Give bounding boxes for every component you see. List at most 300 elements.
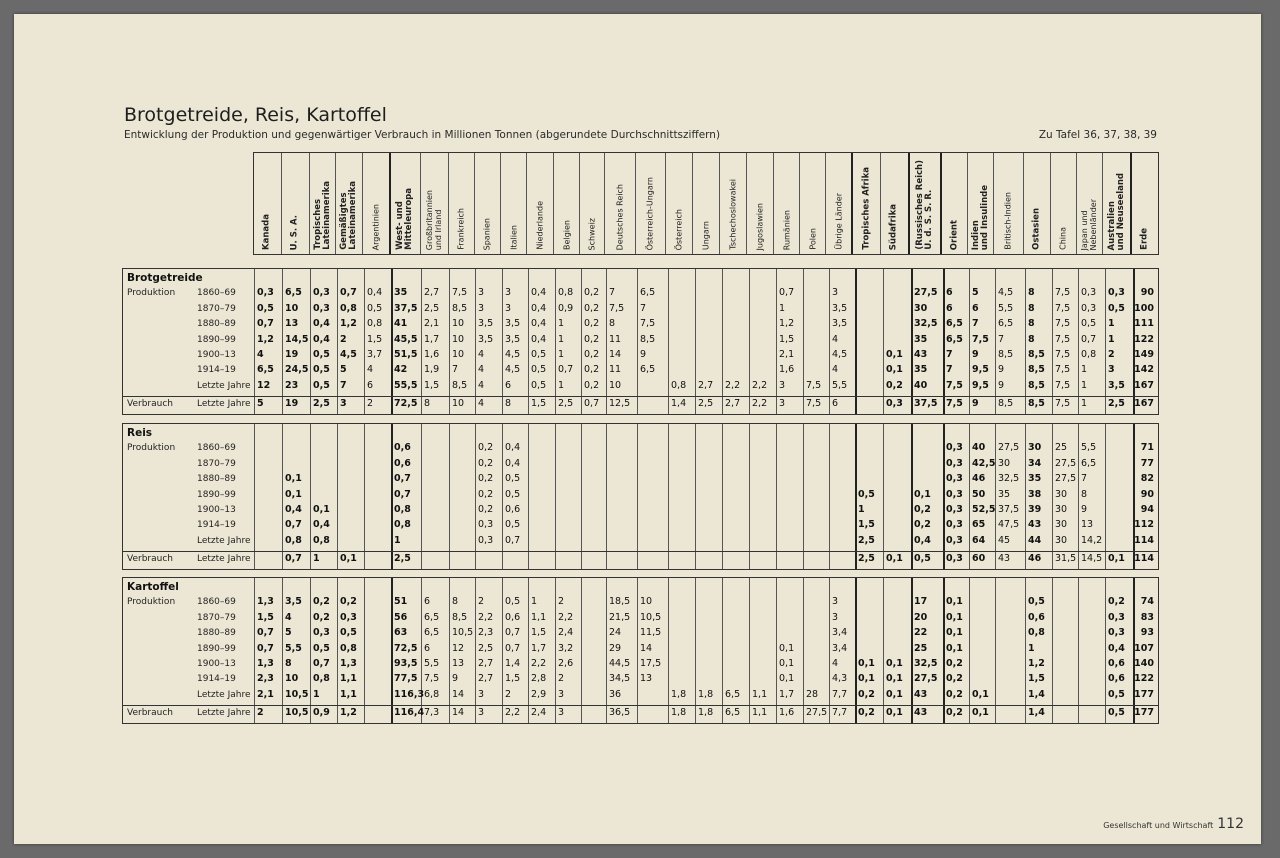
table-cell: 0,4	[313, 519, 330, 531]
table-cell: 5,5	[832, 379, 848, 391]
column-rule	[555, 578, 556, 723]
table-cell: 7,5	[1055, 398, 1071, 410]
period-label: Letzte Jahre	[197, 399, 251, 410]
table-cell: 14,5	[285, 333, 309, 345]
column-rule	[911, 578, 913, 723]
column-header	[774, 153, 801, 254]
table-cell: 1	[779, 302, 786, 314]
table-cell: 1,1	[340, 688, 357, 700]
column-header-label: Italien	[509, 225, 519, 250]
table-cell: 1	[313, 553, 320, 565]
column-header-label: Orient	[949, 219, 960, 250]
table-cell: 1	[558, 379, 565, 391]
table-cell: 0,1	[946, 627, 963, 639]
table-cell: 0,5	[313, 642, 330, 654]
column-header-label: Kanada	[261, 214, 272, 250]
column-rule	[606, 269, 607, 414]
table-cell: 2	[558, 596, 565, 608]
column-header	[336, 153, 363, 254]
column-rule	[254, 578, 255, 723]
table-cell: 3	[1108, 364, 1115, 376]
table-cell: 0,2	[858, 707, 875, 719]
table-cell: 7	[609, 287, 616, 299]
group-title: Reis	[127, 427, 153, 439]
table-cell: 0,1	[972, 688, 989, 700]
table-cell: 34,5	[609, 673, 631, 685]
table-cell: 25	[914, 642, 928, 654]
table-cell: 6,5	[1081, 457, 1097, 469]
table-cell: 7,5	[640, 318, 656, 330]
table-cell: 10	[452, 318, 465, 330]
table-cell: 10,5	[640, 611, 662, 623]
table-cell: 0,5	[313, 349, 330, 360]
table-cell: 41	[394, 318, 408, 330]
table-cell: 0,4	[531, 302, 547, 314]
table-cell: 13	[640, 673, 653, 685]
column-rule	[1105, 424, 1106, 569]
period-label: Letzte Jahre	[197, 380, 251, 391]
table-cell: 1,4	[505, 658, 521, 669]
table-cell: 2,5	[858, 534, 875, 546]
column-rule	[855, 578, 857, 723]
table-cell: 6,5	[257, 364, 274, 376]
column-rule	[637, 269, 638, 414]
table-cell: 0,1	[886, 688, 903, 700]
table-cell: 0,2	[1108, 596, 1125, 608]
column-rule	[282, 269, 283, 414]
column-rule	[637, 578, 638, 723]
table-cell: 0,5	[531, 379, 547, 391]
column-rule	[310, 424, 311, 569]
table-cell: 1,5	[1028, 673, 1045, 685]
period-label: 1860–69	[197, 597, 236, 608]
group-title: Kartoffel	[127, 581, 179, 593]
table-cell: 27,5	[998, 442, 1020, 454]
consumption-separator	[123, 551, 1158, 552]
table-cell: 0,4	[531, 333, 547, 345]
table-cell: 0,3	[1081, 302, 1097, 314]
column-header-row	[253, 152, 1159, 255]
table-cell: 1,6	[779, 364, 795, 376]
table-cell: 0,5	[1108, 688, 1125, 700]
column-header	[800, 153, 826, 254]
table-cell: 37,5	[998, 504, 1020, 515]
table-cell: 7,5	[1055, 364, 1071, 376]
table-cell: 45,5	[394, 333, 418, 345]
period-label: 1890–99	[197, 489, 236, 500]
table-cell: 6,8	[424, 688, 440, 700]
table-cell: 6,5	[946, 318, 963, 330]
table-cell: 1,5	[367, 333, 383, 345]
table-cell: 7,5	[1055, 333, 1071, 345]
column-rule	[502, 269, 503, 414]
column-rule	[475, 578, 476, 723]
table-cell: 0,5	[1108, 302, 1125, 314]
table-cell: 7,5	[1055, 318, 1071, 330]
period-label: 1870–79	[197, 612, 236, 623]
period-label: Letzte Jahre	[197, 708, 251, 719]
table-cell: 0,7	[558, 364, 574, 376]
table-cell: 43	[1028, 519, 1042, 531]
table-cell: 177	[1134, 688, 1154, 700]
column-header	[363, 153, 391, 254]
table-group-reis	[122, 423, 1159, 570]
row-kind-label: Produktion	[127, 443, 176, 454]
table-cell: 3	[558, 707, 565, 719]
column-rule	[421, 578, 422, 723]
table-cell: 8,5	[640, 333, 656, 345]
table-cell: 30	[914, 302, 928, 314]
table-cell: 2	[558, 673, 565, 685]
table-cell: 0,1	[285, 473, 302, 485]
footer-label: Gesellschaft und Wirtschaft	[1103, 821, 1214, 830]
table-cell: 51,5	[394, 349, 418, 360]
table-cell: 1,5	[779, 333, 795, 345]
table-cell: 0,2	[478, 442, 494, 454]
table-cell: 1,5	[531, 398, 547, 410]
table-cell: 0,1	[779, 658, 795, 669]
tafel-reference: Zu Tafel 36, 37, 38, 39	[1038, 129, 1157, 141]
table-cell: 7,5	[1055, 287, 1071, 299]
column-header-label: Österreich	[674, 208, 684, 250]
table-cell: 23	[285, 379, 299, 391]
table-cell: 0,8	[313, 673, 330, 685]
table-cell: 10	[452, 398, 465, 410]
column-rule	[254, 424, 255, 569]
table-cell: 0,3	[886, 398, 903, 410]
table-cell: 14	[609, 349, 622, 360]
column-header	[580, 153, 605, 254]
column-rule	[969, 269, 970, 414]
table-cell: 0,1	[914, 488, 931, 500]
column-rule	[528, 578, 529, 723]
table-cell: 0,1	[1108, 553, 1125, 565]
table-cell: 56	[394, 611, 408, 623]
table-cell: 2,1	[779, 349, 795, 360]
table-cell: 1,1	[752, 688, 768, 700]
table-cell: 60	[972, 553, 986, 565]
table-cell: 1	[531, 596, 538, 608]
table-cell: 0,1	[779, 642, 795, 654]
table-cell: 2,4	[531, 707, 547, 719]
table-cell: 0,8	[671, 379, 687, 391]
table-cell: 3	[779, 398, 786, 410]
table-cell: 90	[1140, 488, 1154, 500]
column-header	[853, 153, 881, 254]
table-cell: 2,1	[424, 318, 440, 330]
table-cell: 2	[505, 688, 512, 700]
table-cell: 1	[558, 333, 565, 345]
table-cell: 30	[1028, 442, 1042, 454]
table-cell: 0,5	[257, 302, 274, 314]
table-cell: 6	[424, 596, 431, 608]
column-rule	[364, 424, 365, 569]
table-cell: 4,5	[505, 349, 521, 360]
column-rule	[911, 424, 913, 569]
table-cell: 8,5	[452, 611, 468, 623]
table-cell: 3	[558, 688, 565, 700]
table-cell: 0,7	[285, 519, 302, 531]
table-cell: 0,1	[313, 504, 330, 515]
table-cell: 27,5	[1055, 473, 1077, 485]
table-cell: 17	[914, 596, 928, 608]
table-cell: 11	[609, 333, 622, 345]
table-cell: 9	[640, 349, 647, 360]
table-cell: 47,5	[998, 519, 1020, 531]
table-cell: 2,2	[505, 707, 521, 719]
table-cell: 0,2	[886, 379, 903, 391]
page-number: 112	[1217, 816, 1244, 832]
table-cell: 0,3	[946, 442, 963, 454]
table-cell: 7	[972, 318, 979, 330]
table-cell: 0,7	[505, 627, 521, 639]
table-cell: 31,5	[1055, 553, 1077, 565]
table-cell: 0,6	[1108, 673, 1125, 685]
column-rule	[475, 424, 476, 569]
table-cell: 1,6	[424, 349, 440, 360]
table-cell: 0,5	[1081, 318, 1097, 330]
column-rule	[829, 578, 830, 723]
table-cell: 37,5	[394, 302, 418, 314]
table-group-brotgetreide	[122, 268, 1159, 415]
period-label: 1870–79	[197, 303, 236, 314]
table-cell: 0,1	[946, 642, 963, 654]
table-cell: 6,5	[640, 287, 656, 299]
table-cell: 2	[1108, 349, 1115, 360]
table-cell: 5	[285, 627, 292, 639]
table-cell: 0,7	[313, 658, 330, 669]
table-cell: 0,1	[946, 611, 963, 623]
table-cell: 3,5	[478, 318, 494, 330]
table-cell: 3,5	[478, 333, 494, 345]
table-cell: 0,4	[367, 287, 383, 299]
table-cell: 0,2	[946, 707, 963, 719]
table-cell: 2	[367, 398, 374, 410]
table-cell: 0,4	[505, 442, 521, 454]
table-cell: 0,6	[1028, 611, 1045, 623]
table-cell: 0,8	[313, 534, 330, 546]
table-cell: 3,4	[832, 627, 848, 639]
table-cell: 72,5	[394, 642, 418, 654]
table-cell: 2,5	[394, 553, 411, 565]
column-rule	[310, 269, 311, 414]
table-cell: 8	[1081, 488, 1088, 500]
column-rule	[1025, 578, 1026, 723]
table-cell: 12,5	[609, 398, 631, 410]
column-header	[994, 153, 1024, 254]
table-cell: 0,3	[313, 287, 330, 299]
table-cell: 0,8	[394, 504, 411, 515]
table-cell: 0,5	[313, 364, 330, 376]
table-cell: 12	[452, 642, 465, 654]
table-cell: 0,1	[779, 673, 795, 685]
column-header-label: Großbritannien und Irland	[425, 189, 444, 250]
table-cell: 3,5	[832, 302, 848, 314]
table-cell: 167	[1134, 398, 1154, 410]
table-cell: 2,6	[558, 658, 574, 669]
table-cell: 51	[394, 596, 408, 608]
column-rule	[1105, 578, 1106, 723]
table-cell: 0,1	[886, 364, 903, 376]
table-cell: 6	[505, 379, 512, 391]
table-cell: 2,5	[478, 642, 494, 654]
table-cell: 4	[367, 364, 374, 376]
table-cell: 8	[1028, 333, 1035, 345]
table-cell: 32,5	[914, 658, 938, 669]
column-rule	[1052, 424, 1053, 569]
table-cell: 2,9	[531, 688, 547, 700]
table-cell: 1,4	[1028, 707, 1045, 719]
table-cell: 0,5	[505, 596, 521, 608]
column-header-label: Österreich-Ungarn	[645, 176, 655, 250]
table-cell: 0,6	[505, 611, 521, 623]
column-header-label: Australien und Neuseeland	[1106, 172, 1126, 250]
period-label: 1890–99	[197, 334, 236, 345]
table-cell: 13	[452, 658, 465, 669]
table-cell: 0,5	[367, 302, 383, 314]
column-rule	[883, 424, 884, 569]
table-cell: 8,5	[452, 379, 468, 391]
column-rule	[695, 269, 696, 414]
period-label: 1860–69	[197, 288, 236, 299]
column-header	[1132, 153, 1158, 254]
column-header-label: Polen	[808, 228, 818, 250]
column-header	[1051, 153, 1077, 254]
column-rule	[995, 269, 996, 414]
row-kind-label: Verbrauch	[127, 399, 173, 410]
period-label: Letzte Jahre	[197, 554, 251, 565]
table-cell: 0,6	[1108, 658, 1125, 669]
table-cell: 3	[505, 287, 512, 299]
table-cell: 4	[478, 364, 485, 376]
column-rule	[776, 578, 777, 723]
table-cell: 0,5	[505, 473, 521, 485]
column-rule	[1025, 269, 1026, 414]
column-header-label: Indien und Insulinde	[970, 184, 990, 250]
table-cell: 0,1	[340, 553, 357, 565]
column-header	[254, 153, 282, 254]
table-cell: 3	[478, 688, 485, 700]
table-cell: 8,5	[1028, 349, 1045, 360]
table-cell: 8,5	[1028, 379, 1045, 391]
period-label: 1900–13	[197, 350, 236, 360]
table-cell: 1	[1081, 379, 1088, 391]
table-cell: 1,5	[424, 379, 440, 391]
column-rule	[803, 424, 804, 569]
table-cell: 8	[1028, 302, 1035, 314]
table-cell: 1,5	[531, 627, 547, 639]
column-rule	[695, 578, 696, 723]
table-cell: 1,2	[340, 707, 357, 719]
table-cell: 8,5	[998, 349, 1014, 360]
column-header	[826, 153, 853, 254]
column-rule	[722, 269, 723, 414]
table-cell: 12	[257, 379, 271, 391]
table-cell: 6,5	[998, 318, 1014, 330]
column-header-label: Belgien	[562, 220, 571, 250]
table-cell: 0,3	[946, 473, 963, 485]
table-cell: 55,5	[394, 379, 418, 391]
table-cell: 0,5	[505, 519, 521, 531]
table-cell: 1	[558, 318, 565, 330]
table-cell: 0,2	[584, 333, 600, 345]
table-cell: 2,2	[531, 658, 547, 669]
column-header	[421, 153, 449, 254]
table-cell: 8,5	[1028, 398, 1045, 410]
column-header-label: Britisch-Indien	[1003, 192, 1013, 250]
table-cell: 2,7	[478, 658, 494, 669]
table-cell: 2,5	[1108, 398, 1125, 410]
table-cell: 4	[257, 349, 264, 360]
table-cell: 3	[478, 302, 485, 314]
period-label: 1880–89	[197, 319, 236, 330]
table-cell: 149	[1134, 349, 1154, 360]
table-cell: 2,2	[752, 398, 768, 410]
table-cell: 27,5	[914, 673, 938, 685]
table-cell: 7,7	[832, 688, 848, 700]
table-cell: 30	[1055, 504, 1068, 515]
table-cell: 1,8	[698, 688, 714, 700]
column-rule	[581, 578, 582, 723]
table-cell: 74	[1140, 596, 1154, 608]
table-cell: 42,5	[972, 457, 996, 469]
table-cell: 7,5	[972, 333, 989, 345]
table-cell: 7,5	[452, 287, 468, 299]
table-cell: 7,5	[946, 379, 963, 391]
table-cell: 1,9	[424, 364, 440, 376]
table-cell: 35	[394, 287, 408, 299]
table-cell: 3,5	[1108, 379, 1125, 391]
table-cell: 7	[340, 379, 347, 391]
table-cell: 0,1	[886, 707, 903, 719]
table-cell: 36,5	[609, 707, 631, 719]
column-rule	[829, 424, 830, 569]
column-header	[1024, 153, 1051, 254]
table-cell: 14,2	[1081, 534, 1103, 546]
column-rule	[855, 269, 857, 414]
row-kind-label: Produktion	[127, 597, 176, 608]
period-label: 1870–79	[197, 458, 236, 469]
column-rule	[695, 424, 696, 569]
column-rule	[803, 578, 804, 723]
table-cell: 1	[1081, 364, 1088, 376]
table-cell: 4	[832, 658, 839, 669]
column-rule	[943, 578, 945, 723]
table-cell: 0,7	[394, 488, 411, 500]
column-rule	[1078, 424, 1079, 569]
table-cell: 64	[972, 534, 986, 546]
table-cell: 0,2	[946, 673, 963, 685]
table-cell: 107	[1134, 642, 1154, 654]
column-header	[881, 153, 910, 254]
table-cell: 1	[1108, 333, 1115, 345]
column-header	[968, 153, 994, 254]
column-header-label: Argentinien	[371, 203, 381, 250]
table-cell: 0,3	[946, 553, 963, 565]
table-cell: 5,5	[424, 658, 440, 669]
column-header	[605, 153, 636, 254]
table-cell: 71	[1140, 442, 1154, 454]
table-cell: 43	[914, 688, 928, 700]
table-cell: 0,1	[886, 673, 903, 685]
table-cell: 4	[478, 349, 485, 360]
table-cell: 0,2	[946, 688, 963, 700]
column-header	[527, 153, 554, 254]
table-cell: 7,5	[806, 379, 822, 391]
row-kind-label: Verbrauch	[127, 708, 173, 719]
table-cell: 0,2	[313, 596, 330, 608]
table-cell: 25	[1055, 442, 1068, 454]
